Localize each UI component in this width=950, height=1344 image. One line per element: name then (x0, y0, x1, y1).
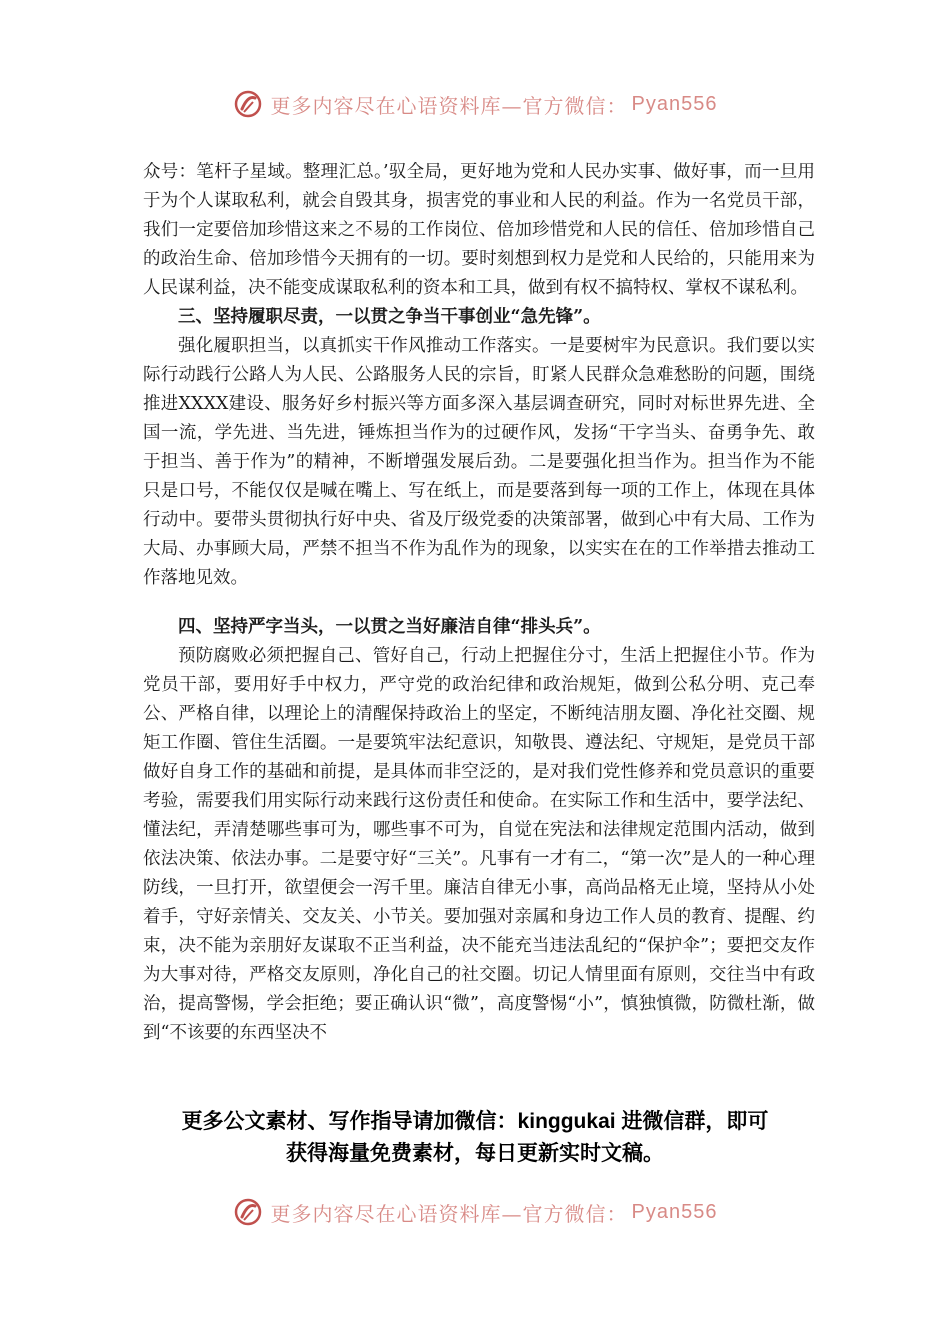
section-heading-3: 三、坚持履职尽责，一以贯之争当干事创业“急先锋”。 (178, 307, 601, 327)
paragraph-3: 预防腐败必须把握自己、管好自己，行动上把握住分寸，生活上把握住小节。作为党员干部，要用好手中权力，严守党的政治纪律和政治规矩，做到公私分明、克己奉公、严格自律，以理论上的清醒保持政治上的坚定，不断纯洁朋友圈、净化社交圈、规矩工作圈、管住生活圈。一是要筑牢法纪意识，知敬畏、遵法纪、守规矩，是党员干部做好自身工作的基础和前提，是具体而非空泛的，是对我们党性修养和党员意识的重要考验，需要我们用实际行动来践行这份责任和使命。在实际工作和生活中，要学法纪、懂法纪，弄清楚哪些事可为，哪些事不可为，自觉在宪法和法律规定范围内活动，做到依法决策、依法办事。二是要守好“三关”。凡事有一才有二，“第一次”是人的一种心理防线，一旦打开，欲望便会一泻千里。廉洁自律无小事，高尚品格无止境，坚持从小处着手，守好亲情关、交友关、小节关。要加强对亲属和身边工作人员的教育、提醒、约束，决不能为亲朋好友谋取不正当利益，决不能充当违法乱纪的“保护伞”；要把交友作为大事对待，严格交友原则，净化自己的社交圈。切记人情里面有原则，交往当中有政治，提高警惕，学会拒绝；要正确认识“微”，高度警惕“小”，慎独慎微，防微杜渐，做到“不该要的东西坚决不 (143, 646, 815, 1043)
logo-icon (233, 89, 263, 119)
promo-line-2: 获得海量免费素材，每日更新实时文稿。 (286, 1142, 664, 1165)
watermark-header (0, 84, 950, 124)
section-heading-4: 四、坚持严字当头，一以贯之当好廉洁自律“排头兵”。 (178, 617, 601, 637)
document-body (143, 158, 815, 1048)
watermark-text: 更多内容尽在心语资料库—官方微信： (270, 1201, 628, 1226)
watermark-id: Pyan556 (631, 1200, 718, 1223)
paragraph-1: 众号：笔杆子星域。整理汇总。’驭全局，更好地为党和人民办实事、做好事，而一旦用于为个人谋取私利，就会自毁其身，损害党的事业和人民的利益。作为一名党员干部，我们一定要倍加珍惜这来之不易的工作岗位、倍加珍惜党和人民的信任、倍加珍惜自己的政治生命、倍加珍惜今天拥有的一切。要时刻想到权力是党和人民给的，只能用来为人民谋利益，决不能变成谋取私利的资本和工具，做到有权不搞特权、掌权不谋私利。 (143, 162, 815, 298)
promo-banner (0, 1106, 950, 1170)
watermark-text: 更多内容尽在心语资料库—官方微信： (270, 93, 628, 118)
watermark-footer (0, 1192, 950, 1232)
promo-line-1: 更多公文素材、写作指导请加微信：kinggukai 进微信群，即可 (181, 1110, 769, 1133)
watermark-id: Pyan556 (631, 92, 718, 115)
logo-icon (233, 1197, 263, 1227)
paragraph-2: 强化履职担当，以真抓实干作风推动工作落实。一是要树牢为民意识。我们要以实际行动践行公路人为人民、公路服务人民的宗旨，盯紧人民群众急难愁盼的问题，围绕推进XXXX建设、服务好乡村振兴等方面多深入基层调查研究，同时对标世界先进、全国一流，学先进、当先进，锤炼担当作为的过硬作风，发扬“干字当头、奋勇争先、敢于担当、善于作为”的精神，不断增强发展后劲。二是要强化担当作为。担当作为不能只是口号，不能仅仅是喊在嘴上、写在纸上，而是要落到每一项的工作上，体现在具体行动中。要带头贯彻执行好中央、省及厅级党委的决策部署，做到心中有大局、工作为大局、办事顾大局，严禁不担当不作为乱作为的现象，以实实在在的工作举措去推动工作落地见效。 (143, 336, 815, 588)
